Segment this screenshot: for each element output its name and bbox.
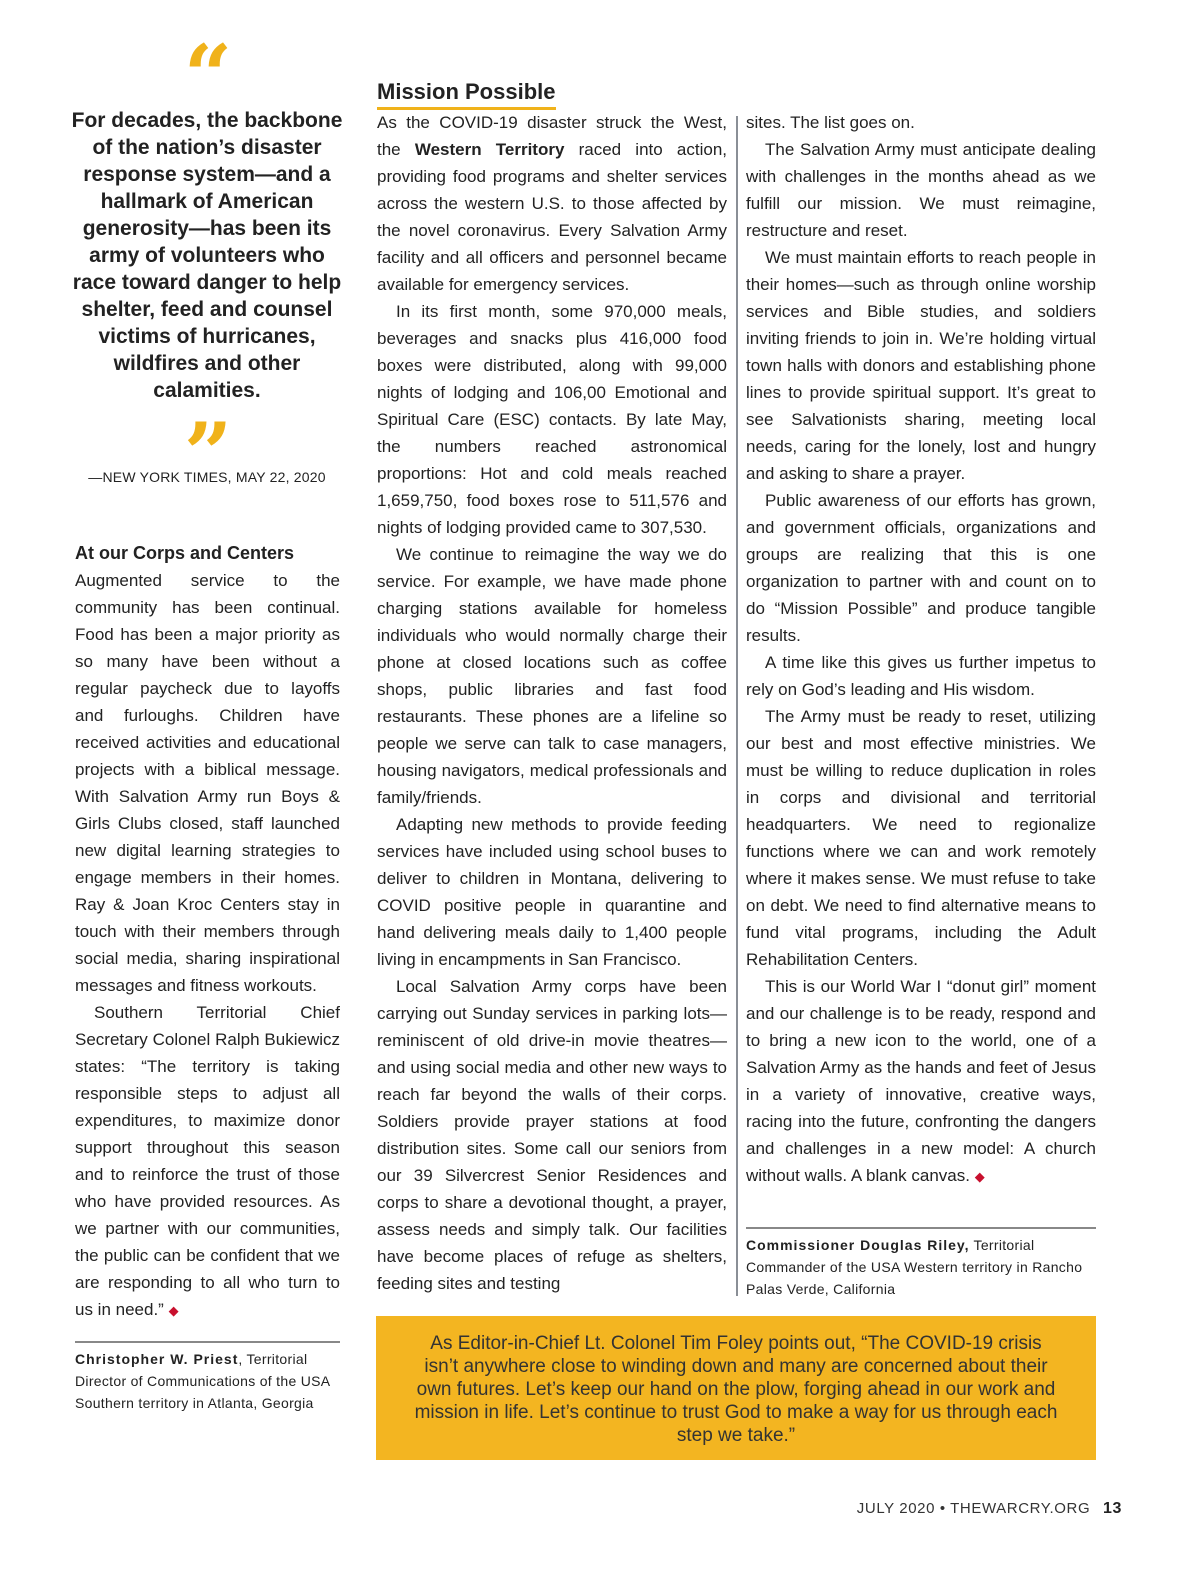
right-byline-name: Commissioner Douglas Riley, [746, 1237, 970, 1253]
left-column-paragraph: Augmented service to the community has been continual. Food has been a major priority as so many have been without a regular paycheck due to layoffs and furloughs. Children have received activities and educational projects with a biblical message. With Salvation Army run Boys & Girls Clubs closed, staff launched new digital learning strategies to engage members in their homes. Ray & Joan Kroc Centers stay in touch with their members through social media, sharing inspirational messages and fitness workouts. [75, 571, 340, 995]
middle-column-paragraph: Local Salvation Army corps have been carrying out Sunday services in parking lots—reminiscent of old drive-in movie theatres—and using social media and other new ways to reach far beyond the walls of their corps. Soldiers provide prayer stations at food distribution sites. Some call our seniors from our 39 Silvercrest Senior Residences and corps to share a devotional thought, a prayer, assess needs and simply talk. Our facilities have become places of refuge as shelters, feeding sites and testing [377, 977, 727, 1293]
footer-issue: JULY 2020 [856, 1500, 936, 1517]
right-byline [746, 1234, 1096, 1300]
right-column-paragraph: A time like this gives us further impetus to rely on God’s leading and His wisdom. [746, 653, 1096, 699]
left-byline-title: , Territorial Director of Communications of the USA Southern territory in Atlanta, Georgia [75, 1351, 330, 1411]
middle-column-paragraph: We continue to reimagine the way we do service. For example, we have made phone charging stations available for homeless individuals who would normally charge their phone at closed locations such as coffee shops, public libraries and fast food restaurants. These phones are a lifeline so people we serve can talk to case managers, housing navigators, medical professionals and family/friends. [377, 545, 727, 807]
right-column-paragraph: The Army must be ready to reset, utilizing our best and most effective ministries. We must be willing to reduce duplication in roles in corps and divisional and territorial headquarters. We need to regionalize functions where we can and work remotely where it makes sense. We must refuse to take on debt. We need to find alternative means to fund vital programs, including the Adult Rehabilitation Centers. [746, 707, 1096, 969]
open-quote-mark: “ [183, 26, 233, 125]
right-column-paragraph: The Salvation Army must anticipate dealing with challenges in the months ahead as we fulfill our mission. We must reimagine, restructure and reset. [746, 140, 1096, 240]
shield-end-mark-icon: ◆ [168, 1303, 179, 1318]
shield-end-mark-icon: ◆ [974, 1169, 985, 1184]
right-byline-rule [746, 1227, 1096, 1229]
pull-quote-text: For decades, the backbone of the nation’s disaster response system—and a hallmark of American generosity—has been its army of volunteers who race toward danger to help shelter, feed and counsel victims of hurricanes, wildfires and other calamities. [71, 109, 343, 402]
editor-callout-box [376, 1316, 1096, 1460]
left-byline-name: Christopher W. Priest [75, 1351, 239, 1367]
mission-possible-heading: Mission Possible [377, 78, 556, 110]
right-column-paragraph [746, 973, 1096, 1190]
callout-text: As Editor-in-Chief Lt. Colonel Tim Foley points out, “The COVID-19 crisis isn’t anywhere close to winding down and many are concerned about their own futures. Let’s keep our hand on the plow, forging ahead in our work and mission in life. Let’s continue to trust God to make a way for us through each step we take.” [414, 1333, 1058, 1446]
western-territory-bold: Western Territory [414, 140, 565, 159]
right-column-first-line: sites. The list goes on. [746, 113, 915, 132]
left-column-paragraph-text: Southern Territorial Chief Secretary Colonel Ralph Bukiewicz states: “The territory is taking responsible steps to adjust all expenditures, to maximize donor support throughout this season and to reinforce the trust of those who have provided resources. As we partner with our communities, the public can be confident that we are responding to all who turn to us in need.” [75, 1003, 340, 1319]
left-column-paragraph [75, 999, 340, 1324]
page-footer [857, 1500, 1122, 1518]
right-column [746, 109, 1096, 1190]
right-column-last-text: This is our World War I “donut girl” moment and our challenge is to be ready, respond and to bring a new icon to the world, one of a Salvation Army as the hands and feet of Jesus in a variety of innovative, creative ways, racing into the future, confronting the dangers and challenges in a new model: A church without walls. A blank canvas. [746, 977, 1096, 1185]
pull-quote-source: —NEW YORK TIMES, MAY 22, 2020 [88, 469, 326, 485]
left-column [75, 540, 340, 1324]
middle-p1-start: As the COVID-19 disaster struck the West, the [377, 113, 727, 159]
middle-column-paragraph: Adapting new methods to provide feeding services have included using school buses to deliver to children in Montana, delivering to COVID positive people in quarantine and hand delivering meals daily to 1,400 people living in encampments in San Francisco. [377, 815, 727, 969]
left-byline [75, 1348, 340, 1414]
left-column-heading: At our Corps and Centers [75, 543, 295, 563]
footer-separator: • [939, 1500, 946, 1517]
middle-p1-end: raced into action, providing food programs and shelter services across the western U.S. to those affected by the novel coronavirus. Every Salvation Army facility and all officers and personnel became available for emergency services. [377, 140, 727, 294]
middle-column-paragraph: In its first month, some 970,000 meals, beverages and snacks plus 416,000 food boxes were distributed, along with 99,000 nights of lodging and 106,00 Emotional and Spiritual Care (ESC) contacts. By late May, the numbers reached astronomical proportions: Hot and cold meals reached 1,659,750, food boxes rose to 511,576 and nights of lodging provided came to 307,530. [377, 302, 727, 537]
right-column-paragraph: Public awareness of our efforts has grown, and government officials, organizations and groups are realizing that this is one organization to partner with and count on to do “Mission Possible” and produce tangible results. [746, 491, 1096, 645]
right-column-paragraph: We must maintain efforts to reach people in their homes—such as through online worship services and Bible studies, and soldiers inviting friends to join in. We’re holding virtual town halls with donors and establishing phone lines to provide spiritual support. It’s great to see Salvationists sharing, meeting local needs, caring for the lonely, lost and hungry and asking to share a prayer. [746, 248, 1096, 483]
page-number: 13 [1103, 1500, 1122, 1517]
left-byline-rule [75, 1341, 340, 1343]
right-byline-title: Territorial Commander of the USA Western territory in Rancho Palas Verde, California [746, 1237, 1083, 1297]
close-quote-mark: ” [183, 404, 233, 503]
footer-site: THEWARCRY.ORG [950, 1500, 1091, 1517]
column-divider [736, 116, 738, 1296]
middle-column-paragraph [377, 109, 727, 298]
middle-column [377, 109, 727, 1297]
